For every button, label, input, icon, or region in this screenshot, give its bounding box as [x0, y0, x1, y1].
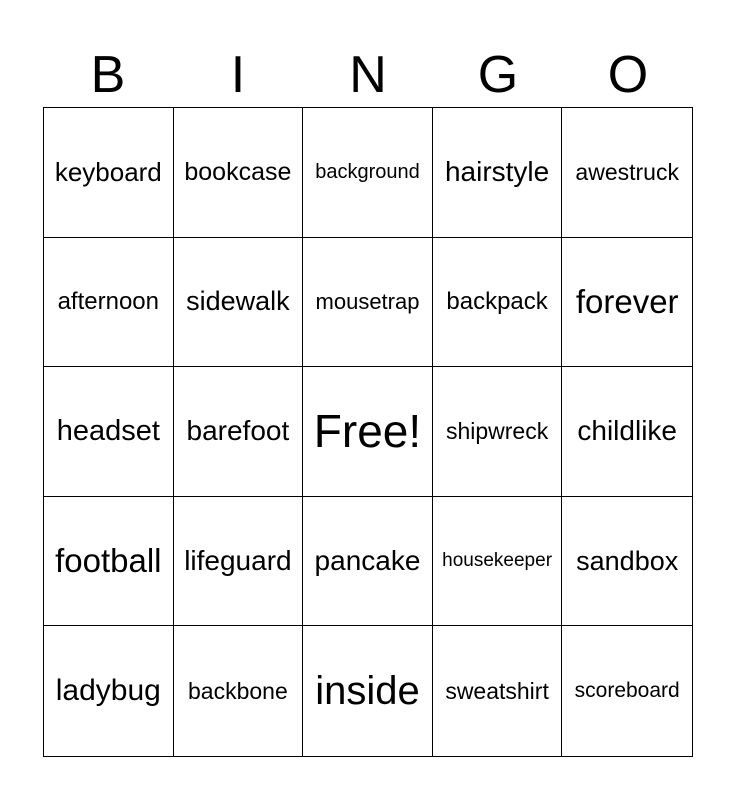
header-letter-b: B [90, 46, 126, 104]
bingo-cell[interactable]: pancake [303, 497, 433, 627]
header-letter-o: O [607, 46, 649, 104]
bingo-header [43, 42, 693, 108]
free-space-cell[interactable]: Free! [303, 367, 433, 497]
bingo-cell[interactable]: sweatshirt [433, 626, 563, 756]
bingo-cell[interactable]: football [44, 497, 174, 627]
bingo-cell[interactable]: ladybug [44, 626, 174, 756]
bingo-cell[interactable]: housekeeper [433, 497, 563, 627]
header-letter-i: I [230, 46, 246, 104]
bingo-cell[interactable]: headset [44, 367, 174, 497]
bingo-cell[interactable]: mousetrap [303, 238, 433, 368]
bingo-cell[interactable]: inside [303, 626, 433, 756]
bingo-cell[interactable]: keyboard [44, 108, 174, 238]
bingo-cell[interactable]: forever [562, 238, 692, 368]
bingo-board [43, 107, 693, 757]
bingo-cell[interactable]: awestruck [562, 108, 692, 238]
bingo-cell[interactable]: sidewalk [174, 238, 304, 368]
header-letter-n: N [349, 46, 387, 104]
bingo-cell[interactable]: bookcase [174, 108, 304, 238]
bingo-cell[interactable]: backbone [174, 626, 304, 756]
header-letter-g: G [477, 46, 519, 104]
bingo-cell[interactable]: sandbox [562, 497, 692, 627]
bingo-cell[interactable]: shipwreck [433, 367, 563, 497]
bingo-cell[interactable]: hairstyle [433, 108, 563, 238]
bingo-cell[interactable]: scoreboard [574, 679, 680, 703]
bingo-cell[interactable]: childlike [562, 367, 692, 497]
bingo-cell[interactable]: barefoot [174, 367, 304, 497]
bingo-cell[interactable]: lifeguard [174, 497, 304, 627]
bingo-cell[interactable]: backpack [433, 238, 563, 368]
bingo-cell[interactable]: afternoon [44, 238, 174, 368]
bingo-cell[interactable]: background [303, 108, 433, 238]
